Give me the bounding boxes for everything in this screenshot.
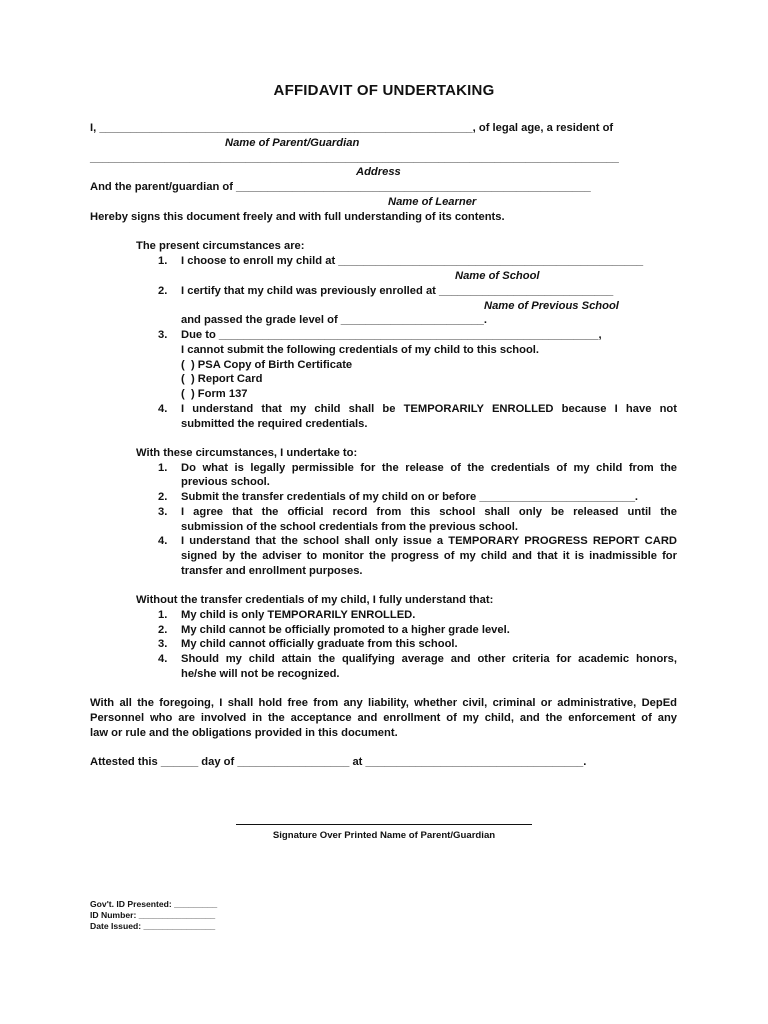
parent-name-line: I, ____________________________________________________________, of legal age, a resident of	[90, 122, 614, 134]
list-number: 3.	[158, 329, 168, 341]
address-line: _____________________________________________________________________________________	[90, 152, 619, 164]
undertake-item-4: I understand that the school shall only issue a TEMPORARY PROGRESS REPORT CARD	[181, 535, 677, 547]
signature-line	[236, 824, 532, 825]
reason-line: Due to _____________________________________________________________,	[181, 329, 602, 341]
list-number: 2.	[158, 624, 168, 636]
circumstances-heading: The present circumstances are:	[136, 240, 305, 252]
foregoing-paragraph-line-3: law or rule and the obligations provided in this document.	[90, 727, 398, 739]
attested-line: Attested this ______ day of __________________ at ___________________________________.	[90, 756, 587, 768]
caption-learner: Name of Learner	[388, 196, 477, 208]
without-heading: Without the transfer credentials of my child, I fully understand that:	[136, 594, 494, 606]
list-number: 3.	[158, 506, 168, 518]
undertake-item-2: Submit the transfer credentials of my child on or before _________________________.	[181, 491, 639, 503]
list-number: 4.	[158, 403, 168, 415]
list-number: 2.	[158, 285, 168, 297]
date-issued-field: Date Issued: _______________	[90, 921, 216, 931]
undertake-item-3: I agree that the official record from this school shall only be released until the	[181, 506, 677, 518]
grade-level-line: and passed the grade level of _______________________.	[181, 314, 487, 326]
foregoing-paragraph-line-1: With all the foregoing, I shall hold free from any liability, whether civil, criminal or administrative, DepEd	[90, 697, 677, 709]
list-number: 1.	[158, 462, 168, 474]
enroll-school-line: I choose to enroll my child at _________________________________________________	[181, 255, 644, 267]
previous-school-line: I certify that my child was previously enrolled at ____________________________	[181, 285, 614, 297]
without-item-4-cont: he/she will not be recognized.	[181, 668, 340, 680]
signs-statement: Hereby signs this document freely and with full understanding of its contents.	[90, 211, 505, 223]
undertake-item-3-cont: submission of the school credentials from the previous school.	[181, 521, 518, 533]
cannot-submit-text: I cannot submit the following credentials of my child to this school.	[181, 344, 540, 356]
list-number: 1.	[158, 609, 168, 621]
id-number-field: ID Number: ________________	[90, 910, 216, 920]
undertake-item-1: Do what is legally permissible for the release of the credentials of my child from the	[181, 462, 677, 474]
list-number: 2.	[158, 491, 168, 503]
learner-name-line: And the parent/guardian of _________________________________________________________	[90, 181, 591, 193]
list-number: 3.	[158, 638, 168, 650]
temporarily-enrolled-statement: I understand that my child shall be TEMPORARILY ENROLLED because I have not	[181, 403, 677, 415]
caption-previous-school: Name of Previous School	[484, 300, 619, 312]
without-item-3: My child cannot officially graduate from this school.	[181, 638, 458, 650]
temporarily-enrolled-statement-cont: submitted the required credentials.	[181, 418, 368, 430]
document-title: AFFIDAVIT OF UNDERTAKING	[273, 82, 495, 99]
credential-checkbox-form137: ( ) Form 137	[181, 388, 248, 400]
list-number: 4.	[158, 653, 168, 665]
caption-parent-name: Name of Parent/Guardian	[225, 137, 360, 149]
undertake-item-4-cont: signed by the adviser to monitor the progress of my child and that it is inadmissible for	[181, 550, 677, 562]
signature-caption: Signature Over Printed Name of Parent/Guardian	[272, 830, 496, 841]
caption-address: Address	[356, 166, 401, 178]
undertake-item-1-cont: previous school.	[181, 476, 270, 488]
undertake-item-4-cont2: transfer and enrollment purposes.	[181, 565, 363, 577]
credential-checkbox-report-card: ( ) Report Card	[181, 373, 263, 385]
list-number: 1.	[158, 255, 168, 267]
without-item-4: Should my child attain the qualifying average and other criteria for academic honors,	[181, 653, 677, 665]
undertake-heading: With these circumstances, I undertake to:	[136, 447, 358, 459]
gov-id-presented-field: Gov't. ID Presented: _________	[90, 899, 218, 909]
caption-school: Name of School	[455, 270, 540, 282]
foregoing-paragraph-line-2: Personnel who are involved in the acceptance and enrollment of my child, and the enforcement of any	[90, 712, 677, 724]
list-number: 4.	[158, 535, 168, 547]
without-item-2: My child cannot be officially promoted to a higher grade level.	[181, 624, 510, 636]
credential-checkbox-psa: ( ) PSA Copy of Birth Certificate	[181, 359, 353, 371]
without-item-1: My child is only TEMPORARILY ENROLLED.	[181, 609, 416, 621]
